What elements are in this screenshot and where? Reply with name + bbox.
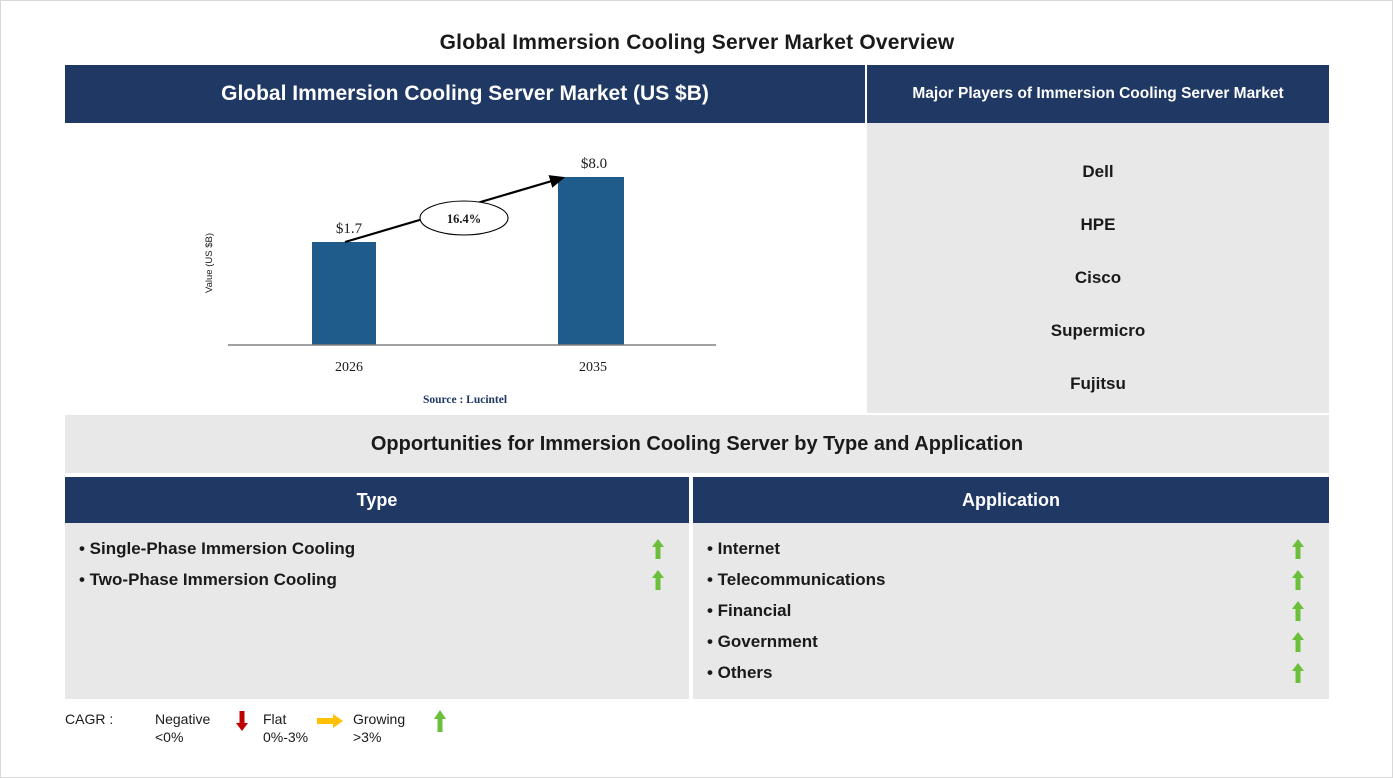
growing-arrow-icon — [1291, 570, 1307, 590]
list-item — [79, 564, 675, 595]
list-item — [707, 564, 1315, 595]
growing-arrow-icon — [1291, 601, 1307, 621]
application-column-body — [693, 523, 1329, 699]
growing-arrow-icon — [1291, 663, 1307, 683]
application-item-label: • Government — [707, 631, 818, 651]
list-item — [707, 595, 1315, 626]
growing-arrow-icon — [433, 710, 447, 735]
source-note: Source : Lucintel — [422, 394, 508, 406]
list-item — [707, 626, 1315, 657]
list-item: HPE — [1080, 215, 1116, 234]
bar-2035 — [558, 177, 624, 345]
cagr-legend — [65, 705, 625, 755]
market-bar-chart — [65, 123, 865, 413]
list-item — [707, 533, 1315, 564]
type-column-body — [65, 523, 689, 699]
flat-arrow-icon — [317, 714, 343, 731]
growing-arrow-icon — [651, 539, 667, 559]
type-item-label: • Two-Phase Immersion Cooling — [79, 569, 337, 589]
legend-negative-label: Negative — [155, 711, 211, 727]
legend-growing-label: Growing — [353, 711, 406, 727]
application-item-label: • Others — [707, 662, 773, 682]
type-item-label: • Single-Phase Immersion Cooling — [79, 538, 356, 558]
application-column-header: Application — [693, 477, 1329, 523]
list-item: Supermicro — [1050, 321, 1146, 340]
growing-arrow-icon — [651, 570, 667, 590]
players-panel-header: Major Players of Immersion Cooling Server Market — [867, 65, 1329, 123]
list-item: Fujitsu — [1070, 374, 1126, 393]
legend-growing-range: >3% — [353, 729, 382, 745]
y-axis-title: Value (US $B) — [204, 232, 215, 293]
type-column-header: Type — [65, 477, 689, 523]
chart-panel-header: Global Immersion Cooling Server Market (US $B) — [65, 65, 865, 123]
list-item: Cisco — [1074, 268, 1122, 287]
category-label-2026: 2026 — [335, 360, 363, 375]
list-item — [707, 657, 1315, 688]
negative-arrow-icon — [235, 711, 249, 734]
list-item: Dell — [1082, 162, 1114, 181]
chart-svg — [65, 123, 865, 413]
legend-flat-range: 0%-3% — [263, 729, 309, 745]
application-item-label: • Telecommunications — [707, 569, 886, 589]
list-item — [79, 533, 675, 564]
growing-arrow-icon — [1291, 632, 1307, 652]
major-players-list — [867, 123, 1329, 413]
page-title: Global Immersion Cooling Server Market Overview — [439, 31, 955, 54]
legend-flat-label: Flat — [263, 711, 287, 727]
bar-value-label-2035: $8.0 — [580, 156, 608, 172]
category-label-2035: 2035 — [579, 360, 607, 375]
legend-title: CAGR : — [65, 711, 114, 727]
opportunities-band-title: Opportunities for Immersion Cooling Server by Type and Application — [65, 415, 1329, 473]
legend-negative-range: <0% — [155, 729, 184, 745]
cagr-callout-label: 16.4% — [446, 212, 482, 226]
bar-value-label-2026: $1.7 — [335, 221, 363, 237]
growing-arrow-icon — [1291, 539, 1307, 559]
application-item-label: • Financial — [707, 600, 792, 620]
bar-2026 — [312, 242, 376, 345]
application-item-label: • Internet — [707, 538, 781, 558]
